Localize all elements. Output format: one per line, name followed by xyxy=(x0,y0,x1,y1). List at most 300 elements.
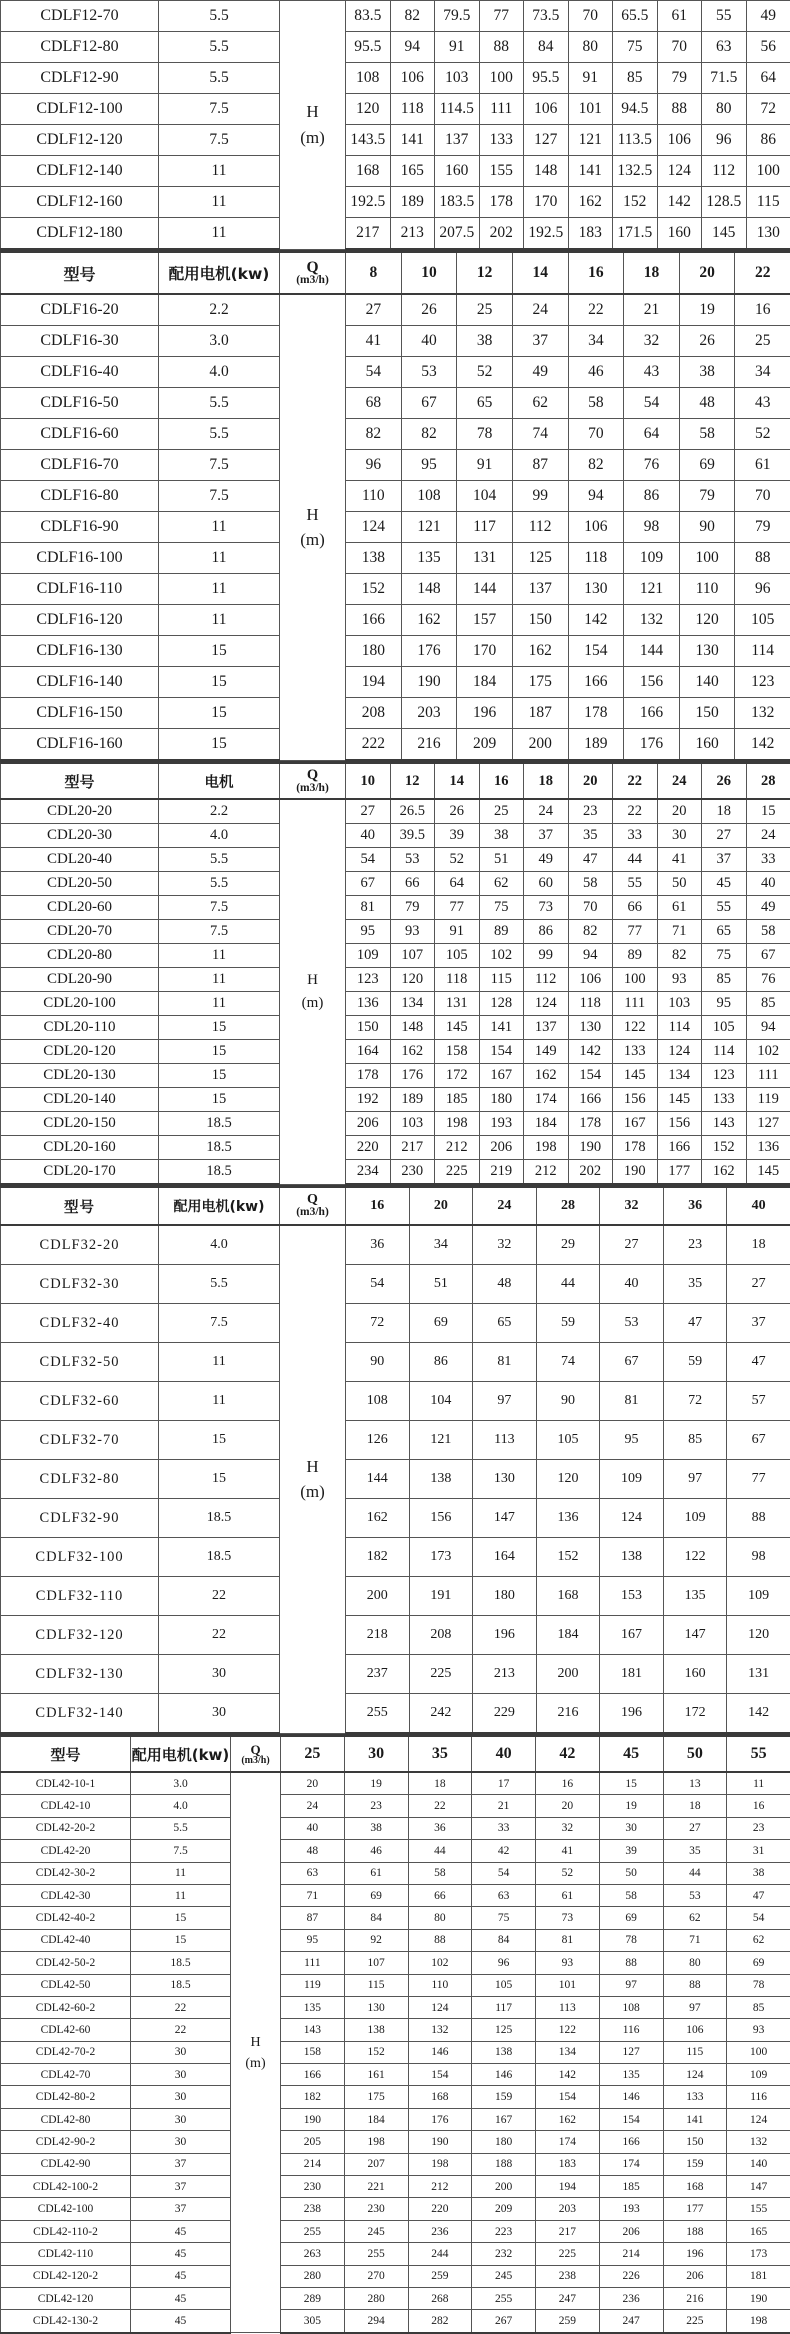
cell-head-value: 124 xyxy=(524,992,569,1016)
cell-head-value: 72 xyxy=(346,1304,410,1343)
cell-head-value: 202 xyxy=(479,218,524,250)
cell-motor-power: 15 xyxy=(159,1460,280,1499)
cell-head-value: 145 xyxy=(613,1064,658,1088)
cell-model: CDL20-160 xyxy=(1,1136,159,1160)
cell-head-value: 26 xyxy=(679,326,735,357)
cell-motor-power: 15 xyxy=(159,729,280,761)
cell-head-value: 118 xyxy=(568,992,613,1016)
cell-head-value: 27 xyxy=(346,799,391,824)
cell-head-value: 47 xyxy=(727,1884,790,1906)
cell-motor-power: 5.5 xyxy=(159,388,280,419)
cell-model: CDLF16-130 xyxy=(1,636,159,667)
cell-head-value: 216 xyxy=(536,1694,600,1734)
cell-head-value: 187 xyxy=(512,698,568,729)
cell-head-value: 225 xyxy=(536,2243,600,2265)
cell-motor-power: 3.0 xyxy=(131,1772,231,1795)
table-row xyxy=(1,1929,790,1951)
table-row xyxy=(1,1907,790,1929)
head-axis-label xyxy=(280,1225,346,1733)
cell-motor-power: 11 xyxy=(131,1884,231,1906)
cell-model: CDLF16-140 xyxy=(1,667,159,698)
cell-head-value: 176 xyxy=(408,2108,472,2130)
cell-head-value: 192 xyxy=(346,1088,391,1112)
cell-head-value: 214 xyxy=(599,2243,663,2265)
cell-head-value: 49 xyxy=(746,896,790,920)
cell-head-value: 106 xyxy=(657,125,702,156)
cell-head-value: 120 xyxy=(679,605,735,636)
cell-head-value: 114 xyxy=(735,636,790,667)
pump-table-cdlf32 xyxy=(0,1185,790,1734)
cell-model: CDL42-110-2 xyxy=(1,2220,131,2242)
cell-head-value: 230 xyxy=(281,2176,345,2198)
cell-head-value: 305 xyxy=(281,2310,345,2333)
cell-head-value: 108 xyxy=(346,63,391,94)
cell-model: CDL42-40 xyxy=(1,1929,131,1951)
cell-head-value: 115 xyxy=(663,2041,727,2063)
cell-model: CDLF32-140 xyxy=(1,1694,159,1734)
cell-model: CDLF32-90 xyxy=(1,1499,159,1538)
cell-head-value: 142 xyxy=(568,605,624,636)
cell-head-value: 27 xyxy=(702,824,747,848)
cell-head-value: 142 xyxy=(727,1694,790,1734)
table-row xyxy=(1,2131,790,2153)
cell-head-value: 190 xyxy=(281,2108,345,2130)
cell-head-value: 170 xyxy=(457,636,513,667)
cell-head-value: 38 xyxy=(727,1862,790,1884)
cell-head-value: 123 xyxy=(346,968,391,992)
cell-motor-power: 11 xyxy=(159,512,280,543)
cell-model: CDL42-30-2 xyxy=(1,1862,131,1884)
cell-head-value: 39 xyxy=(435,824,480,848)
table-row xyxy=(1,1088,790,1112)
table-row xyxy=(1,920,790,944)
cell-head-value: 85 xyxy=(727,1996,790,2018)
cell-head-value: 81 xyxy=(536,1929,600,1951)
cell-head-value: 95 xyxy=(600,1421,664,1460)
cell-head-value: 54 xyxy=(727,1907,790,1929)
cell-head-value: 114 xyxy=(657,1016,702,1040)
cell-head-value: 136 xyxy=(746,1136,790,1160)
cell-head-value: 155 xyxy=(727,2198,790,2220)
header-flow-value: 40 xyxy=(727,1187,790,1226)
cell-model: CDL42-30 xyxy=(1,1884,131,1906)
cell-motor-power: 7.5 xyxy=(159,125,280,156)
head-axis-label xyxy=(231,1772,281,2333)
cell-head-value: 117 xyxy=(472,1996,536,2018)
cell-head-value: 167 xyxy=(600,1616,664,1655)
cell-head-value: 61 xyxy=(344,1862,408,1884)
cell-head-value: 79 xyxy=(657,63,702,94)
cell-head-value: 79 xyxy=(390,896,435,920)
cell-head-value: 89 xyxy=(613,944,658,968)
cell-head-value: 62 xyxy=(663,1907,727,1929)
cell-head-value: 82 xyxy=(568,450,624,481)
header-flow-value: 8 xyxy=(346,252,402,295)
cell-head-value: 24 xyxy=(524,799,569,824)
cell-motor-power: 4.0 xyxy=(159,357,280,388)
cell-head-value: 50 xyxy=(657,872,702,896)
cell-head-value: 88 xyxy=(735,543,790,574)
cell-head-value: 172 xyxy=(435,1064,480,1088)
cell-head-value: 135 xyxy=(663,1577,727,1616)
table-row xyxy=(1,543,790,574)
cell-head-value: 103 xyxy=(390,1112,435,1136)
cell-head-value: 280 xyxy=(344,2287,408,2309)
cell-head-value: 64 xyxy=(624,419,680,450)
cell-head-value: 128.5 xyxy=(702,187,747,218)
cell-head-value: 116 xyxy=(599,2019,663,2041)
cell-model: CDLF32-50 xyxy=(1,1343,159,1382)
header-flow-value: 50 xyxy=(663,1736,727,1773)
flow-symbol-q: Q xyxy=(280,768,345,783)
cell-head-value: 226 xyxy=(599,2265,663,2287)
cell-head-value: 38 xyxy=(457,326,513,357)
cell-head-value: 138 xyxy=(344,2019,408,2041)
cell-head-value: 164 xyxy=(346,1040,391,1064)
cell-head-value: 40 xyxy=(281,1817,345,1839)
cell-head-value: 84 xyxy=(472,1929,536,1951)
cell-motor-power: 45 xyxy=(131,2310,231,2333)
cell-head-value: 75 xyxy=(702,944,747,968)
cell-model: CDL42-20-2 xyxy=(1,1817,131,1839)
cell-model: CDLF16-90 xyxy=(1,512,159,543)
cell-head-value: 82 xyxy=(346,419,402,450)
header-flow-value: 45 xyxy=(599,1736,663,1773)
cell-model: CDL42-120 xyxy=(1,2287,131,2309)
cell-head-value: 48 xyxy=(281,1840,345,1862)
cell-head-value: 156 xyxy=(409,1499,473,1538)
cell-head-value: 41 xyxy=(536,1840,600,1862)
table-row xyxy=(1,1616,790,1655)
cell-model: CDL42-10 xyxy=(1,1795,131,1817)
cell-head-value: 96 xyxy=(702,125,747,156)
cell-head-value: 154 xyxy=(536,2086,600,2108)
cell-head-value: 70 xyxy=(568,1,613,32)
table-row xyxy=(1,2019,790,2041)
cell-head-value: 64 xyxy=(746,63,790,94)
cell-head-value: 53 xyxy=(390,848,435,872)
table-row xyxy=(1,872,790,896)
cell-head-value: 117 xyxy=(457,512,513,543)
cell-head-value: 220 xyxy=(408,2198,472,2220)
header-flow-value: 36 xyxy=(663,1187,727,1226)
cell-head-value: 20 xyxy=(536,1795,600,1817)
cell-head-value: 96 xyxy=(735,574,790,605)
table-row xyxy=(1,1304,790,1343)
cell-model: CDL42-70-2 xyxy=(1,2041,131,2063)
cell-head-value: 90 xyxy=(536,1382,600,1421)
cell-head-value: 88 xyxy=(727,1499,790,1538)
cell-head-value: 109 xyxy=(346,944,391,968)
cell-motor-power: 11 xyxy=(159,1343,280,1382)
cell-head-value: 141 xyxy=(479,1016,524,1040)
cell-head-value: 121 xyxy=(624,574,680,605)
cell-head-value: 268 xyxy=(408,2287,472,2309)
cell-head-value: 62 xyxy=(727,1929,790,1951)
table-row xyxy=(1,326,790,357)
cell-head-value: 100 xyxy=(613,968,658,992)
cell-head-value: 196 xyxy=(600,1694,664,1734)
cell-head-value: 148 xyxy=(524,156,569,187)
cell-motor-power: 18.5 xyxy=(131,1952,231,1974)
cell-head-value: 112 xyxy=(524,968,569,992)
cell-head-value: 176 xyxy=(624,729,680,761)
cell-motor-power: 45 xyxy=(131,2220,231,2242)
header-flow-value: 22 xyxy=(613,763,658,800)
cell-head-value: 42 xyxy=(472,1840,536,1862)
cell-head-value: 237 xyxy=(346,1655,410,1694)
table-row xyxy=(1,1884,790,1906)
cell-motor-power: 11 xyxy=(159,543,280,574)
cell-head-value: 53 xyxy=(600,1304,664,1343)
cell-head-value: 124 xyxy=(346,512,402,543)
cell-motor-power: 4.0 xyxy=(159,1225,280,1265)
cell-head-value: 69 xyxy=(727,1952,790,1974)
cell-head-value: 34 xyxy=(409,1225,473,1265)
cell-head-value: 19 xyxy=(599,1795,663,1817)
cell-head-value: 37 xyxy=(512,326,568,357)
header-motor-power: 电机 xyxy=(159,763,280,800)
cell-head-value: 94 xyxy=(390,32,435,63)
cell-head-value: 198 xyxy=(408,2153,472,2175)
table-row xyxy=(1,1694,790,1734)
cell-head-value: 49 xyxy=(746,1,790,32)
cell-head-value: 67 xyxy=(401,388,457,419)
cell-motor-power: 11 xyxy=(159,574,280,605)
cell-head-value: 94.5 xyxy=(613,94,658,125)
cell-head-value: 183 xyxy=(568,218,613,250)
cell-head-value: 194 xyxy=(346,667,402,698)
cell-head-value: 67 xyxy=(746,944,790,968)
table-row xyxy=(1,2153,790,2175)
cell-head-value: 148 xyxy=(401,574,457,605)
cell-head-value: 140 xyxy=(679,667,735,698)
cell-motor-power: 11 xyxy=(159,968,280,992)
cell-head-value: 138 xyxy=(346,543,402,574)
cell-head-value: 11 xyxy=(727,1772,790,1795)
cell-head-value: 104 xyxy=(457,481,513,512)
cell-head-value: 132 xyxy=(624,605,680,636)
cell-head-value: 143.5 xyxy=(346,125,391,156)
flow-unit: (m3/h) xyxy=(280,783,345,795)
table-row xyxy=(1,1040,790,1064)
cell-head-value: 130 xyxy=(746,218,790,250)
cell-head-value: 221 xyxy=(344,2176,408,2198)
cell-head-value: 115 xyxy=(479,968,524,992)
cell-model: CDLF32-20 xyxy=(1,1225,159,1265)
cell-head-value: 61 xyxy=(735,450,790,481)
cell-head-value: 152 xyxy=(536,1538,600,1577)
cell-motor-power: 15 xyxy=(159,1421,280,1460)
cell-head-value: 165 xyxy=(727,2220,790,2242)
cell-head-value: 184 xyxy=(344,2108,408,2130)
cell-head-value: 136 xyxy=(536,1499,600,1538)
cell-head-value: 31 xyxy=(727,1840,790,1862)
cell-head-value: 85 xyxy=(663,1421,727,1460)
cell-model: CDLF12-70 xyxy=(1,1,159,32)
cell-head-value: 202 xyxy=(568,1160,613,1185)
cell-head-value: 174 xyxy=(536,2131,600,2153)
cell-head-value: 171.5 xyxy=(613,218,658,250)
table-row xyxy=(1,1112,790,1136)
cell-motor-power: 37 xyxy=(131,2176,231,2198)
cell-head-value: 198 xyxy=(344,2131,408,2153)
cell-model: CDL42-60 xyxy=(1,2019,131,2041)
cell-head-value: 101 xyxy=(536,1974,600,1996)
cell-head-value: 170 xyxy=(524,187,569,218)
cell-model: CDL42-40-2 xyxy=(1,1907,131,1929)
cell-head-value: 154 xyxy=(479,1040,524,1064)
cell-head-value: 162 xyxy=(346,1499,410,1538)
cell-head-value: 88 xyxy=(479,32,524,63)
cell-head-value: 142 xyxy=(657,187,702,218)
cell-head-value: 112 xyxy=(512,512,568,543)
cell-head-value: 66 xyxy=(408,1884,472,1906)
cell-head-value: 37 xyxy=(727,1304,790,1343)
table-row xyxy=(1,667,790,698)
cell-head-value: 106 xyxy=(663,2019,727,2041)
cell-motor-power: 37 xyxy=(131,2153,231,2175)
table-row xyxy=(1,698,790,729)
cell-head-value: 29 xyxy=(536,1225,600,1265)
cell-head-value: 54 xyxy=(346,357,402,388)
cell-head-value: 114 xyxy=(702,1040,747,1064)
cell-head-value: 124 xyxy=(657,156,702,187)
cell-head-value: 166 xyxy=(599,2131,663,2153)
cell-head-value: 124 xyxy=(600,1499,664,1538)
cell-head-value: 77 xyxy=(727,1460,790,1499)
cell-head-value: 47 xyxy=(663,1304,727,1343)
header-model: 型号 xyxy=(1,1736,131,1773)
cell-model: CDL42-20 xyxy=(1,1840,131,1862)
cell-head-value: 138 xyxy=(409,1460,473,1499)
flow-unit: (m3/h) xyxy=(280,275,345,287)
cell-model: CDLF16-50 xyxy=(1,388,159,419)
cell-head-value: 93 xyxy=(390,920,435,944)
cell-head-value: 106 xyxy=(568,968,613,992)
table-row xyxy=(1,2310,790,2333)
pump-table-cdl42 xyxy=(0,1734,790,2334)
cell-head-value: 174 xyxy=(599,2153,663,2175)
cell-model: CDLF16-60 xyxy=(1,419,159,450)
cell-head-value: 123 xyxy=(702,1064,747,1088)
cell-head-value: 52 xyxy=(457,357,513,388)
table-row xyxy=(1,2287,790,2309)
cell-head-value: 74 xyxy=(512,419,568,450)
table-row xyxy=(1,1817,790,1839)
cell-head-value: 58 xyxy=(408,1862,472,1884)
cell-model: CDLF12-90 xyxy=(1,63,159,94)
cell-head-value: 35 xyxy=(663,1840,727,1862)
cell-head-value: 70 xyxy=(735,481,790,512)
table-row xyxy=(1,1,790,32)
cell-head-value: 46 xyxy=(344,1840,408,1862)
cell-head-value: 178 xyxy=(346,1064,391,1088)
cell-head-value: 200 xyxy=(536,1655,600,1694)
cell-head-value: 130 xyxy=(679,636,735,667)
header-flow-value: 18 xyxy=(524,763,569,800)
table-row xyxy=(1,1840,790,1862)
cell-head-value: 52 xyxy=(735,419,790,450)
header-motor-power: 配用电机(kw) xyxy=(159,1187,280,1226)
cell-head-value: 54 xyxy=(346,848,391,872)
cell-head-value: 134 xyxy=(536,2041,600,2063)
cell-model: CDLF16-110 xyxy=(1,574,159,605)
cell-motor-power: 5.5 xyxy=(159,1,280,32)
cell-head-value: 20 xyxy=(657,799,702,824)
cell-head-value: 35 xyxy=(663,1265,727,1304)
cell-model: CDLF32-130 xyxy=(1,1655,159,1694)
cell-head-value: 113 xyxy=(536,1996,600,2018)
cell-head-value: 216 xyxy=(401,729,457,761)
cell-head-value: 189 xyxy=(568,729,624,761)
cell-head-value: 168 xyxy=(346,156,391,187)
cell-head-value: 45 xyxy=(702,872,747,896)
cell-motor-power: 15 xyxy=(159,698,280,729)
table-row xyxy=(1,2041,790,2063)
cell-model: CDLF16-150 xyxy=(1,698,159,729)
cell-head-value: 180 xyxy=(346,636,402,667)
cell-head-value: 48 xyxy=(679,388,735,419)
cell-head-value: 53 xyxy=(401,357,457,388)
cell-model: CDLF32-30 xyxy=(1,1265,159,1304)
cell-head-value: 125 xyxy=(472,2019,536,2041)
cell-head-value: 50 xyxy=(599,1862,663,1884)
cell-head-value: 160 xyxy=(663,1655,727,1694)
table-row xyxy=(1,2176,790,2198)
cell-head-value: 67 xyxy=(600,1343,664,1382)
table-row xyxy=(1,294,790,326)
cell-head-value: 58 xyxy=(568,872,613,896)
cell-head-value: 71 xyxy=(657,920,702,944)
cell-motor-power: 15 xyxy=(159,636,280,667)
cell-head-value: 145 xyxy=(435,1016,480,1040)
cell-head-value: 280 xyxy=(281,2265,345,2287)
cell-motor-power: 2.2 xyxy=(159,799,280,824)
cell-model: CDL20-60 xyxy=(1,896,159,920)
cell-head-value: 190 xyxy=(727,2287,790,2309)
cell-head-value: 205 xyxy=(281,2131,345,2153)
cell-head-value: 230 xyxy=(390,1160,435,1185)
cell-head-value: 68 xyxy=(346,388,402,419)
cell-head-value: 289 xyxy=(281,2287,345,2309)
pump-table-cdl20 xyxy=(0,761,790,1185)
cell-head-value: 167 xyxy=(479,1064,524,1088)
cell-head-value: 190 xyxy=(401,667,457,698)
cell-head-value: 144 xyxy=(346,1460,410,1499)
cell-model: CDL20-100 xyxy=(1,992,159,1016)
table-row xyxy=(1,63,790,94)
cell-head-value: 86 xyxy=(746,125,790,156)
header-flow-value: 10 xyxy=(401,252,457,295)
cell-head-value: 182 xyxy=(281,2086,345,2108)
cell-motor-power: 30 xyxy=(131,2064,231,2086)
cell-head-value: 59 xyxy=(536,1304,600,1343)
cell-model: CDLF32-120 xyxy=(1,1616,159,1655)
cell-head-value: 236 xyxy=(599,2287,663,2309)
cell-head-value: 106 xyxy=(390,63,435,94)
cell-head-value: 26.5 xyxy=(390,799,435,824)
cell-head-value: 247 xyxy=(536,2287,600,2309)
cell-head-value: 82 xyxy=(390,1,435,32)
header-flow-value: 40 xyxy=(472,1736,536,1773)
cell-motor-power: 11 xyxy=(159,992,280,1016)
cell-head-value: 131 xyxy=(727,1655,790,1694)
cell-motor-power: 18.5 xyxy=(159,1112,280,1136)
cell-head-value: 77 xyxy=(479,1,524,32)
cell-motor-power: 11 xyxy=(159,605,280,636)
cell-head-value: 46 xyxy=(568,357,624,388)
